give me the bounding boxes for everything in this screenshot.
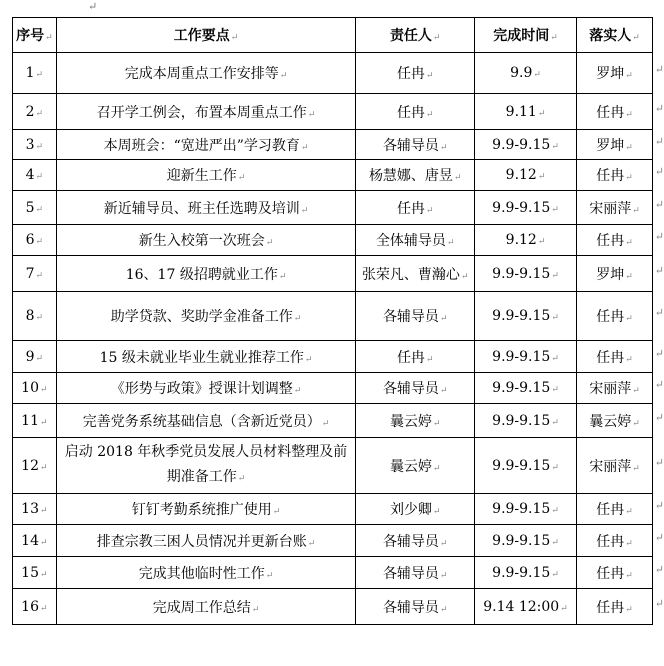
- table-row: [13, 525, 653, 557]
- implementer-cell: 任冉↵ ↵: [577, 160, 653, 191]
- cell-mark-icon: ↵: [550, 33, 558, 43]
- table-row: [13, 256, 653, 292]
- time-cell: 9.14 12:00↵: [475, 589, 577, 625]
- cell-mark-icon: ↵: [279, 71, 288, 81]
- row-number: 16↵: [13, 589, 57, 625]
- table-row: [13, 53, 653, 94]
- implementer-cell: 任冉↵ ↵: [577, 341, 653, 373]
- owner-cell: 任冉↵: [356, 53, 475, 94]
- row-number: 10↵: [13, 373, 57, 404]
- paragraph-mark-icon: ↵: [88, 0, 98, 13]
- time-cell: 9.9-9.15↵: [475, 191, 577, 225]
- owner-cell: 任冉↵: [356, 341, 475, 373]
- cell-mark-icon: ↵: [625, 507, 633, 517]
- row-end-mark-icon: ↵: [654, 346, 664, 360]
- cell-mark-icon: ↵: [35, 313, 44, 323]
- cell-mark-icon: ↵: [632, 418, 640, 429]
- cell-mark-icon: ↵: [439, 604, 448, 615]
- task-cell: 新生入校第一次班会↵: [56, 225, 356, 256]
- row-number: 14↵: [13, 525, 57, 557]
- header-owner: 责任人↵: [356, 18, 475, 53]
- implementer-cell: 罗坤↵ ↵: [577, 130, 653, 160]
- cell-mark-icon: ↵: [39, 385, 48, 395]
- owner-cell: 曩云婷↵: [356, 438, 475, 494]
- row-end-mark-icon: ↵: [654, 378, 664, 391]
- cell-mark-icon: ↵: [237, 173, 246, 183]
- owner-cell: 张荣凡、曹瀚心↵: [356, 256, 475, 292]
- cell-mark-icon: ↵: [551, 141, 559, 152]
- implementer-cell: 罗坤↵ ↵: [577, 256, 653, 292]
- cell-mark-icon: ↵: [560, 603, 568, 614]
- owner-cell: 全体辅导员↵: [356, 225, 475, 256]
- table-row: [13, 292, 653, 341]
- row-end-mark-icon: ↵: [654, 455, 664, 469]
- cell-mark-icon: ↵: [300, 205, 309, 216]
- implementer-cell: 任冉↵ ↵: [577, 525, 653, 557]
- cell-mark-icon: ↵: [304, 354, 313, 365]
- task-cell: 启动 2018 年秋季党员发展人员材料整理及前期准备工作↵: [56, 438, 356, 494]
- table-row: [13, 494, 653, 525]
- row-end-mark-icon: ↵: [654, 562, 664, 576]
- cell-mark-icon: ↵: [35, 141, 44, 152]
- cell-mark-icon: ↵: [537, 108, 546, 119]
- row-end-mark-icon: ↵: [654, 101, 664, 115]
- cell-mark-icon: ↵: [625, 570, 633, 581]
- row-number: 3↵: [13, 130, 57, 160]
- time-cell: 9.12↵: [475, 225, 577, 256]
- cell-mark-icon: ↵: [439, 314, 448, 324]
- cell-mark-icon: ↵: [551, 313, 559, 323]
- task-cell: 钉钉考勤系统推广使用↵: [56, 494, 356, 525]
- cell-mark-icon: ↵: [432, 418, 441, 429]
- header-time: 完成时间↵: [475, 18, 577, 53]
- cell-mark-icon: ↵: [625, 142, 633, 153]
- cell-mark-icon: ↵: [537, 172, 546, 182]
- table-row: [13, 438, 653, 494]
- cell-mark-icon: ↵: [425, 109, 434, 120]
- cell-mark-icon: ↵: [425, 205, 434, 216]
- row-number: 11↵: [13, 404, 57, 438]
- time-cell: 9.9-9.15↵: [475, 438, 577, 494]
- cell-mark-icon: ↵: [300, 142, 309, 153]
- owner-cell: 任冉↵: [356, 191, 475, 225]
- time-cell: 9.9-9.15↵: [475, 373, 577, 404]
- cell-mark-icon: ↵: [453, 173, 462, 183]
- task-cell: 助学贷款、奖助学金准备工作↵: [56, 292, 356, 341]
- row-number: 8↵: [13, 292, 57, 341]
- owner-cell: 各辅导员↵: [356, 557, 475, 589]
- owner-cell: 各辅导员↵: [356, 525, 475, 557]
- row-end-mark-icon: ↵: [654, 63, 664, 76]
- time-cell: 9.9-9.15↵: [475, 404, 577, 438]
- implementer-cell: 任冉↵ ↵: [577, 589, 653, 625]
- time-cell: 9.9-9.15↵: [475, 494, 577, 525]
- owner-cell: 各辅导员↵: [356, 130, 475, 160]
- cell-mark-icon: ↵: [265, 570, 274, 581]
- task-cell: 新近辅导员、班主任选聘及培训↵: [56, 191, 356, 225]
- header-no: 序号↵: [13, 18, 57, 53]
- task-cell: 本周班会：“宽进严出”学习教育↵: [56, 130, 356, 160]
- row-end-mark-icon: ↵: [654, 134, 664, 148]
- task-cell: 排查宗教三困人员情况并更新台账↵: [56, 525, 356, 557]
- task-cell: 完成本周重点工作安排等↵: [56, 53, 356, 94]
- cell-mark-icon: ↵: [625, 109, 633, 120]
- table-header-row: [13, 18, 653, 53]
- time-cell: 9.9-9.15↵: [475, 256, 577, 292]
- implementer-cell: 曩云婷↵ ↵: [577, 404, 653, 438]
- table-row: [13, 373, 653, 404]
- row-number: 4↵: [13, 160, 57, 191]
- table-row: [13, 130, 653, 160]
- row-number: 7↵: [13, 256, 57, 292]
- cell-mark-icon: ↵: [551, 537, 559, 548]
- row-end-mark-icon: ↵: [654, 263, 664, 277]
- cell-mark-icon: ↵: [293, 386, 302, 396]
- cell-mark-icon: ↵: [625, 604, 633, 615]
- cell-mark-icon: ↵: [439, 142, 448, 153]
- cell-mark-icon: ↵: [272, 507, 281, 517]
- time-cell: 9.9↵: [475, 53, 577, 94]
- table-row: [13, 191, 653, 225]
- header-task: 工作要点↵: [56, 18, 356, 53]
- cell-mark-icon: ↵: [278, 271, 287, 282]
- cell-mark-icon: ↵: [551, 569, 559, 580]
- owner-cell: 各辅导员↵: [356, 589, 475, 625]
- implementer-cell: 宋丽萍↵ ↵: [577, 438, 653, 494]
- cell-mark-icon: ↵: [439, 570, 448, 581]
- cell-mark-icon: ↵: [632, 33, 640, 43]
- owner-cell: 曩云婷↵: [356, 404, 475, 438]
- cell-mark-icon: ↵: [533, 70, 541, 80]
- row-number: 1↵: [13, 53, 57, 94]
- table-row: [13, 557, 653, 589]
- task-cell: 召开学工例会，布置本周重点工作↵: [56, 94, 356, 130]
- cell-mark-icon: ↵: [35, 270, 44, 281]
- row-number: 15↵: [13, 557, 57, 589]
- cell-mark-icon: ↵: [307, 538, 316, 549]
- cell-mark-icon: ↵: [425, 354, 434, 365]
- table-row: [13, 589, 653, 625]
- cell-mark-icon: ↵: [625, 238, 633, 248]
- implementer-cell: 任冉↵ ↵: [577, 494, 653, 525]
- cell-mark-icon: ↵: [35, 353, 44, 364]
- owner-cell: 各辅导员↵: [356, 292, 475, 341]
- cell-mark-icon: ↵: [625, 314, 633, 324]
- row-number: 13↵: [13, 494, 57, 525]
- cell-mark-icon: ↵: [39, 417, 48, 428]
- task-cell: 15 级未就业毕业生就业推荐工作↵: [56, 341, 356, 373]
- cell-mark-icon: ↵: [39, 603, 48, 614]
- time-cell: 9.11↵: [475, 94, 577, 130]
- table-row: [13, 225, 653, 256]
- time-cell: 9.9-9.15↵: [475, 525, 577, 557]
- implementer-cell: 宋丽萍↵ ↵: [577, 373, 653, 404]
- cell-mark-icon: ↵: [35, 237, 44, 247]
- cell-mark-icon: ↵: [625, 354, 633, 365]
- implementer-cell: 任冉↵ ↵: [577, 225, 653, 256]
- row-end-mark-icon: ↵: [654, 230, 664, 243]
- cell-mark-icon: ↵: [551, 417, 559, 428]
- table-row: [13, 94, 653, 130]
- implementer-cell: 任冉↵ ↵: [577, 94, 653, 130]
- cell-mark-icon: ↵: [39, 462, 48, 473]
- cell-mark-icon: ↵: [265, 238, 274, 248]
- time-cell: 9.9-9.15↵: [475, 130, 577, 160]
- cell-mark-icon: ↵: [432, 33, 441, 43]
- table-row: [13, 341, 653, 373]
- implementer-cell: 宋丽萍↵ ↵: [577, 191, 653, 225]
- table-row: [13, 160, 653, 191]
- row-number: 5↵: [13, 191, 57, 225]
- header-implementer: 落实人↵: [577, 18, 653, 53]
- time-cell: 9.9-9.15↵: [475, 557, 577, 589]
- row-number: 6↵: [13, 225, 57, 256]
- task-cell: 完成周工作总结↵: [56, 589, 356, 625]
- cell-mark-icon: ↵: [321, 418, 330, 429]
- task-cell: 完善党务系统基础信息（含新近党员）↵: [56, 404, 356, 438]
- cell-mark-icon: ↵: [432, 463, 441, 474]
- row-number: 9↵: [13, 341, 57, 373]
- cell-mark-icon: ↵: [45, 33, 53, 43]
- cell-mark-icon: ↵: [307, 109, 316, 120]
- cell-mark-icon: ↵: [625, 71, 633, 81]
- row-end-mark-icon: ↵: [654, 165, 664, 178]
- cell-mark-icon: ↵: [35, 204, 44, 215]
- cell-mark-icon: ↵: [625, 271, 633, 282]
- weekly-work-table: [12, 17, 664, 625]
- cell-mark-icon: ↵: [625, 173, 633, 183]
- cell-mark-icon: ↵: [446, 238, 455, 248]
- cell-mark-icon: ↵: [439, 386, 448, 396]
- owner-cell: 各辅导员↵: [356, 373, 475, 404]
- time-cell: 9.12↵: [475, 160, 577, 191]
- row-number: 12↵: [13, 438, 57, 494]
- row-end-mark-icon: ↵: [654, 596, 664, 610]
- cell-mark-icon: ↵: [460, 271, 469, 282]
- row-end-mark-icon: ↵: [654, 306, 664, 319]
- row-end-mark-icon: ↵: [654, 499, 664, 512]
- implementer-cell: 任冉↵ ↵: [577, 292, 653, 341]
- cell-mark-icon: ↵: [551, 353, 559, 364]
- cell-mark-icon: ↵: [35, 172, 44, 182]
- task-cell: 《形势与政策》授课计划调整↵: [56, 373, 356, 404]
- task-cell: 16、17 级招聘就业工作↵: [56, 256, 356, 292]
- cell-mark-icon: ↵: [537, 237, 546, 247]
- cell-mark-icon: ↵: [551, 204, 559, 215]
- cell-mark-icon: ↵: [425, 71, 434, 81]
- cell-mark-icon: ↵: [551, 270, 559, 281]
- cell-mark-icon: ↵: [230, 33, 239, 43]
- implementer-cell: 罗坤↵ ↵: [577, 53, 653, 94]
- cell-mark-icon: ↵: [632, 386, 640, 396]
- table-row: [13, 404, 653, 438]
- owner-cell: 任冉↵: [356, 94, 475, 130]
- cell-mark-icon: ↵: [35, 70, 44, 80]
- cell-mark-icon: ↵: [251, 604, 260, 615]
- implementer-cell: 任冉↵ ↵: [577, 557, 653, 589]
- cell-mark-icon: ↵: [39, 506, 48, 516]
- cell-mark-icon: ↵: [35, 108, 44, 119]
- task-cell: 完成其他临时性工作↵: [56, 557, 356, 589]
- task-cell: 迎新生工作↵: [56, 160, 356, 191]
- cell-mark-icon: ↵: [293, 314, 302, 324]
- cell-mark-icon: ↵: [625, 538, 633, 549]
- cell-mark-icon: ↵: [632, 205, 640, 216]
- cell-mark-icon: ↵: [551, 506, 559, 516]
- cell-mark-icon: ↵: [551, 385, 559, 395]
- cell-mark-icon: ↵: [439, 538, 448, 549]
- row-number: 2↵: [13, 94, 57, 130]
- cell-mark-icon: ↵: [432, 507, 441, 517]
- owner-cell: 刘少卿↵: [356, 494, 475, 525]
- cell-mark-icon: ↵: [237, 473, 246, 484]
- cell-mark-icon: ↵: [39, 537, 48, 548]
- row-end-mark-icon: ↵: [654, 530, 664, 544]
- cell-mark-icon: ↵: [632, 463, 640, 474]
- cell-mark-icon: ↵: [551, 462, 559, 473]
- row-end-mark-icon: ↵: [654, 197, 664, 211]
- time-cell: 9.9-9.15↵: [475, 292, 577, 341]
- time-cell: 9.9-9.15↵: [475, 341, 577, 373]
- row-end-mark-icon: ↵: [654, 410, 664, 424]
- owner-cell: 杨慧娜、唐昱↵: [356, 160, 475, 191]
- cell-mark-icon: ↵: [39, 569, 48, 580]
